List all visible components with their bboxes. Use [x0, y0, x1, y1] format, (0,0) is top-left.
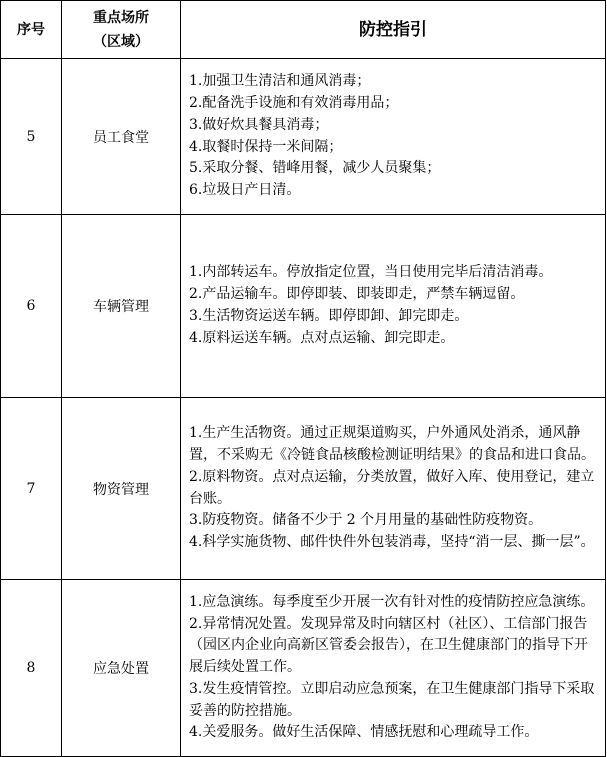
guide-item: 4.科学实施货物、邮件快件外包装消毒，坚持“消一层、撕一层”。 — [189, 534, 595, 551]
guide-item: 3.做好炊具餐具消毒； — [189, 116, 329, 133]
header-guide: 防控指引 — [181, 1, 606, 59]
header-area — [62, 1, 181, 59]
row-area: 物资管理 — [62, 398, 181, 580]
table-row — [1, 580, 606, 757]
guide-item: 1.生产生活物资。通过正规渠道购买，户外通风处消杀，通风静置，不采购无《冷链食品核酸检测证明结果》的食品和进口食品。 — [189, 425, 595, 463]
guide-item: 2.原料物资。点对点运输，分类放置，做好入库、使用登记，建立台账。 — [189, 468, 595, 507]
guide-item: 2.配备洗手设施和有效消毒用品； — [189, 94, 399, 111]
row-guide — [181, 580, 606, 757]
row-area: 应急处置 — [62, 580, 181, 757]
guide-item: 3.发生疫情管控。立即启动应急预案，在卫生健康部门指导下采取妥善的防控措施。 — [189, 680, 595, 719]
row-no: 6 — [1, 215, 62, 398]
row-guide — [181, 215, 606, 398]
guide-item: 1.内部转运车。停放指定位置，当日使用完毕后清洁消毒。 — [189, 264, 553, 281]
header-no: 序号 — [1, 1, 62, 59]
guide-item: 3.防疫物资。储备不少于 2 个月用量的基础性防疫物资。 — [189, 512, 543, 529]
guide-item: 6.垃圾日产日清。 — [189, 182, 301, 199]
row-area: 员工食堂 — [62, 59, 181, 215]
guide-item: 2.产品运输车。即停即装、即装即走，严禁车辆逗留。 — [189, 286, 525, 303]
guide-item: 3.生活物资运送车辆。即停即卸、卸完即走。 — [189, 308, 469, 324]
guide-item: 4.原料运送车辆。点对点运输、卸完即走。 — [189, 329, 455, 346]
guide-item: 1.应急演练。每季度至少开展一次有针对性的疫情防控应急演练。 — [189, 593, 595, 610]
row-no: 8 — [1, 580, 62, 757]
guide-item: 2.异常情况处置。发现异常及时向辖区村（社区）、工信部门报告（园区内企业向高新区管委会报告），在卫生健康部门的指导下开展后续处置工作。 — [189, 615, 588, 676]
row-no: 5 — [1, 59, 62, 215]
guide-item: 1.加强卫生清洁和通风消毒； — [189, 73, 371, 90]
table-row — [1, 59, 606, 215]
table-row — [1, 215, 606, 398]
guide-item: 4.取餐时保持一米间隔； — [189, 138, 343, 155]
row-area: 车辆管理 — [62, 215, 181, 398]
row-guide — [181, 59, 606, 215]
row-guide — [181, 398, 606, 580]
header-area-line2: （区域） — [93, 33, 149, 50]
header-area-line1: 重点场所 — [93, 9, 149, 26]
table-row — [1, 398, 606, 580]
row-no: 7 — [1, 398, 62, 580]
header-row — [1, 1, 606, 59]
guide-item: 5.采取分餐、错峰用餐，减少人员聚集； — [189, 160, 441, 177]
guide-item: 4.关爱服务。做好生活保障、情感抚慰和心理疏导工作。 — [189, 724, 539, 741]
